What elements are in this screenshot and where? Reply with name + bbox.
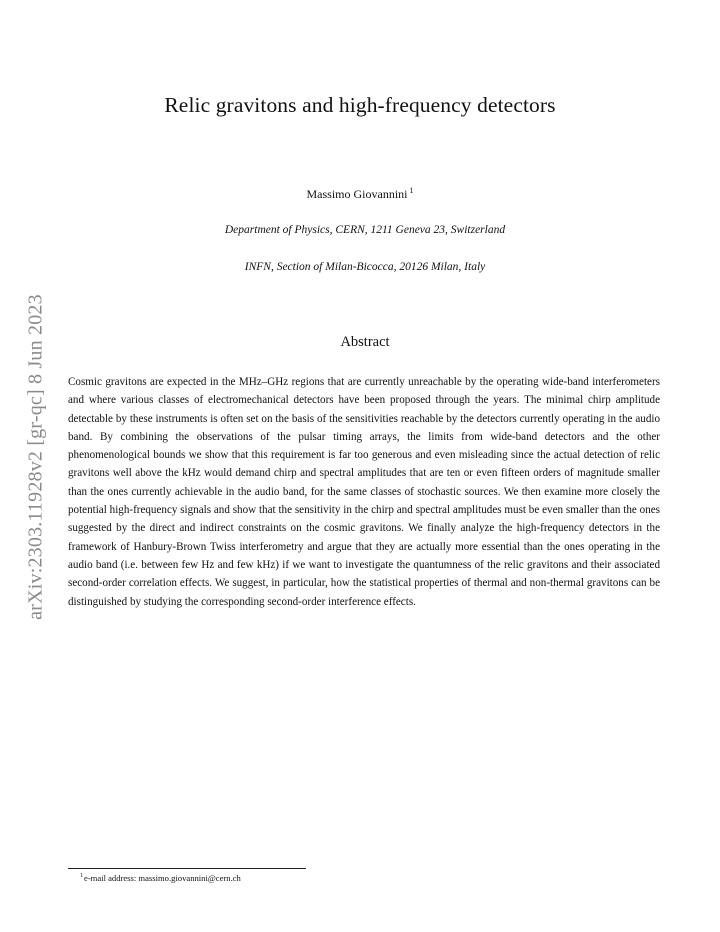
author-name: Massimo Giovannini (306, 187, 408, 201)
affiliation-cern: Department of Physics, CERN, 1211 Geneva 23, Switzerland (224, 224, 506, 236)
paper-title: Relic gravitons and high-frequency detectors (164, 93, 556, 117)
footnote (80, 873, 241, 883)
arxiv-identifier-stamp: arXiv:2303.11928v2 [gr-qc] 8 Jun 2023 (24, 294, 47, 620)
footnote-mark: 1 (80, 873, 83, 879)
abstract-heading: Abstract (340, 334, 390, 350)
affiliation-infn: INFN, Section of Milan-Bicocca, 20126 Milan, Italy (244, 261, 486, 273)
abstract-text: Cosmic gravitons are expected in the MHz–GHz regions that are currently unreachable by the operating wide-band interferometers and where various classes of electromechanical detectors have been proposed through the years. The minimal chirp amplitude detectable by these instruments is often set on the basis of the sensitivities reachable by the detectors currently operating in the audio band. By combining the observations of the pulsar timing arrays, the limits from wide-band detectors and the other phenomenological bounds we show that this requirement is far too generous and even misleading since the actual detection of relic gravitons well above the kHz would demand chirp and spectral amplitudes that are ten or even fifteen orders of magnitude smaller than the ones currently achievable in the audio band, for the same classes of stochastic sources. We then examine more closely the potential high-frequency signals and show that the sensitivity in the chirp and spectral amplitudes must be even smaller than the ones suggested by the direct and indirect constraints on the cosmic gravitons. We finally analyze the high-frequency detectors in the framework of Hanbury-Brown Twiss interferometry and argue that they are actually more essential than the ones operating in the audio band (i.e. between few Hz and few kHz) if we want to investigate the quantumness of the relic gravitons and their associated second-order correlation effects. We suggest, in particular, how the statistical properties of thermal and non-thermal gravitons can be distinguished by studying the corresponding second-order interference effects. (68, 376, 660, 608)
footnote-rule (68, 868, 306, 869)
author-line (0, 186, 720, 202)
author-footnote-mark: 1 (409, 186, 414, 195)
footnote-email: e-mail address: massimo.giovannini@cern.ch (84, 873, 241, 883)
